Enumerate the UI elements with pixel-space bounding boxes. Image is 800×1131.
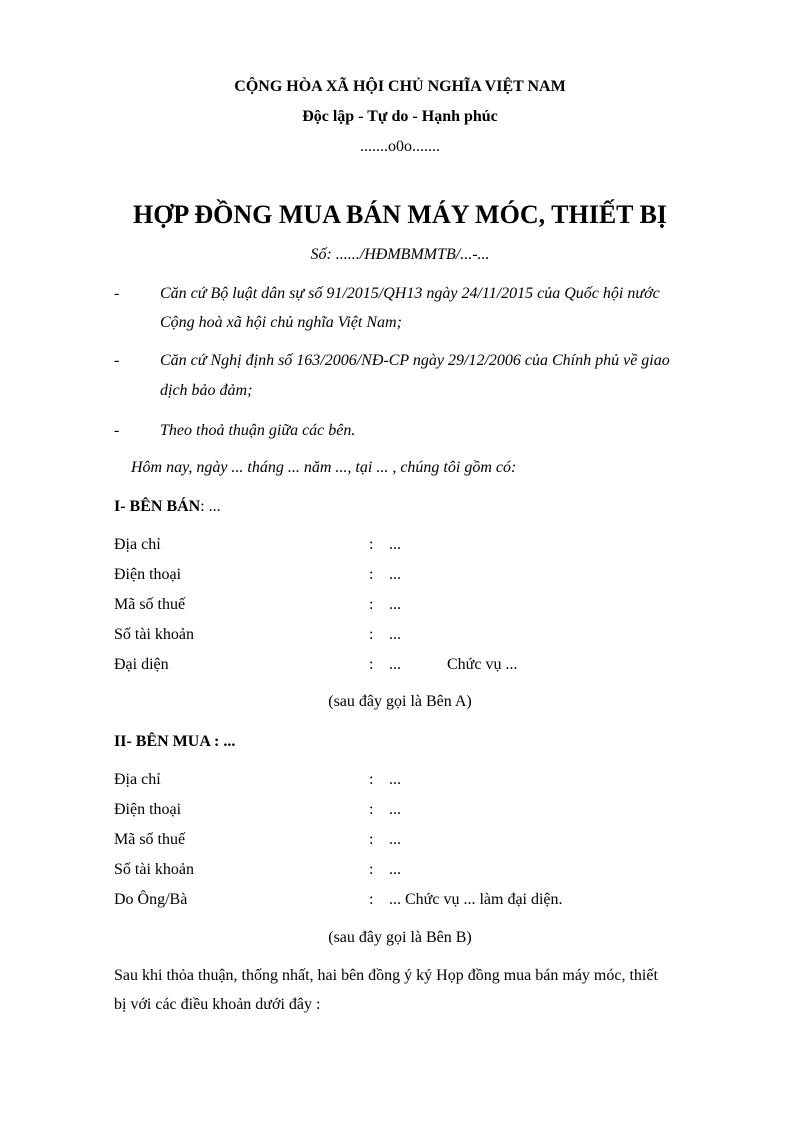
intro-line: Hôm nay, ngày ... tháng ... năm ..., tại ... , chúng tôi gồm có: bbox=[131, 459, 517, 476]
basis-bullet: - bbox=[114, 352, 120, 369]
buyer-heading: II- BÊN MUA : ... bbox=[114, 733, 236, 750]
field-value: ... bbox=[389, 596, 401, 613]
header-separator: .......o0o....... bbox=[360, 138, 440, 155]
contract-number: Số: ....../HĐMBMMTB/...-... bbox=[310, 246, 490, 263]
basis-bullet: - bbox=[114, 422, 120, 439]
field-label: Điện thoại bbox=[114, 566, 182, 583]
field-value: ... bbox=[389, 536, 401, 553]
basis-line: dịch bảo đảm; bbox=[160, 382, 253, 399]
closing-line: Sau khi thỏa thuận, thống nhất, hai bên đồng ý ký Họp đồng mua bán máy móc, thiết bbox=[114, 967, 658, 984]
field-colon: : bbox=[369, 536, 374, 553]
field-colon: : bbox=[369, 596, 374, 613]
field-value: ... bbox=[389, 771, 401, 788]
basis-bullet: - bbox=[114, 285, 120, 302]
field-label: Mã số thuế bbox=[114, 596, 186, 613]
seller-heading-label: I- BÊN BÁN bbox=[114, 498, 201, 515]
field-colon: : bbox=[369, 626, 374, 643]
basis-line: Theo thoả thuận giữa các bên. bbox=[160, 422, 356, 439]
field-value: ... Chức vụ ... làm đại diện. bbox=[389, 891, 563, 908]
field-value: ... bbox=[389, 861, 401, 878]
field-colon: : bbox=[369, 801, 374, 818]
basis-line: Căn cứ Bộ luật dân sự số 91/2015/QH13 ngày 24/11/2015 của Quốc hội nước bbox=[160, 285, 660, 302]
national-title: CỘNG HÒA XÃ HỘI CHỦ NGHĨA VIỆT NAM bbox=[234, 78, 566, 95]
field-value: ... bbox=[389, 831, 401, 848]
field-label: Số tài khoản bbox=[114, 626, 194, 643]
field-label: Đại diện bbox=[114, 656, 169, 673]
seller-position: Chức vụ ... bbox=[447, 656, 518, 673]
field-label: Số tài khoản bbox=[114, 861, 194, 878]
field-label: Điện thoại bbox=[114, 801, 182, 818]
seller-alias: (sau đây gọi là Bên A) bbox=[328, 693, 472, 710]
field-colon: : bbox=[369, 831, 374, 848]
seller-heading bbox=[114, 497, 221, 517]
field-colon: : bbox=[369, 861, 374, 878]
field-value: ... bbox=[389, 566, 401, 583]
field-value: ... bbox=[389, 801, 401, 818]
field-value: ... bbox=[389, 626, 401, 643]
field-label: Mã số thuế bbox=[114, 831, 186, 848]
field-colon: : bbox=[369, 771, 374, 788]
field-colon: : bbox=[369, 656, 374, 673]
basis-line: Cộng hoà xã hội chủ nghĩa Việt Nam; bbox=[160, 314, 402, 331]
national-motto: Độc lập - Tự do - Hạnh phúc bbox=[302, 108, 498, 125]
field-value: ... bbox=[389, 656, 401, 673]
buyer-alias: (sau đây gọi là Bên B) bbox=[328, 929, 472, 946]
field-label: Địa chỉ bbox=[114, 771, 161, 788]
field-colon: : bbox=[369, 891, 374, 908]
document-title: HỢP ĐỒNG MUA BÁN MÁY MÓC, THIẾT BỊ bbox=[132, 200, 667, 229]
basis-line: Căn cứ Nghị định số 163/2006/NĐ-CP ngày 29/12/2006 của Chính phủ về giao bbox=[160, 352, 670, 369]
field-colon: : bbox=[369, 566, 374, 583]
seller-heading-value: : ... bbox=[200, 498, 221, 515]
field-label: Do Ông/Bà bbox=[114, 891, 188, 908]
closing-line: bị với các điều khoản dưới đây : bbox=[114, 996, 321, 1013]
field-label: Địa chỉ bbox=[114, 536, 161, 553]
